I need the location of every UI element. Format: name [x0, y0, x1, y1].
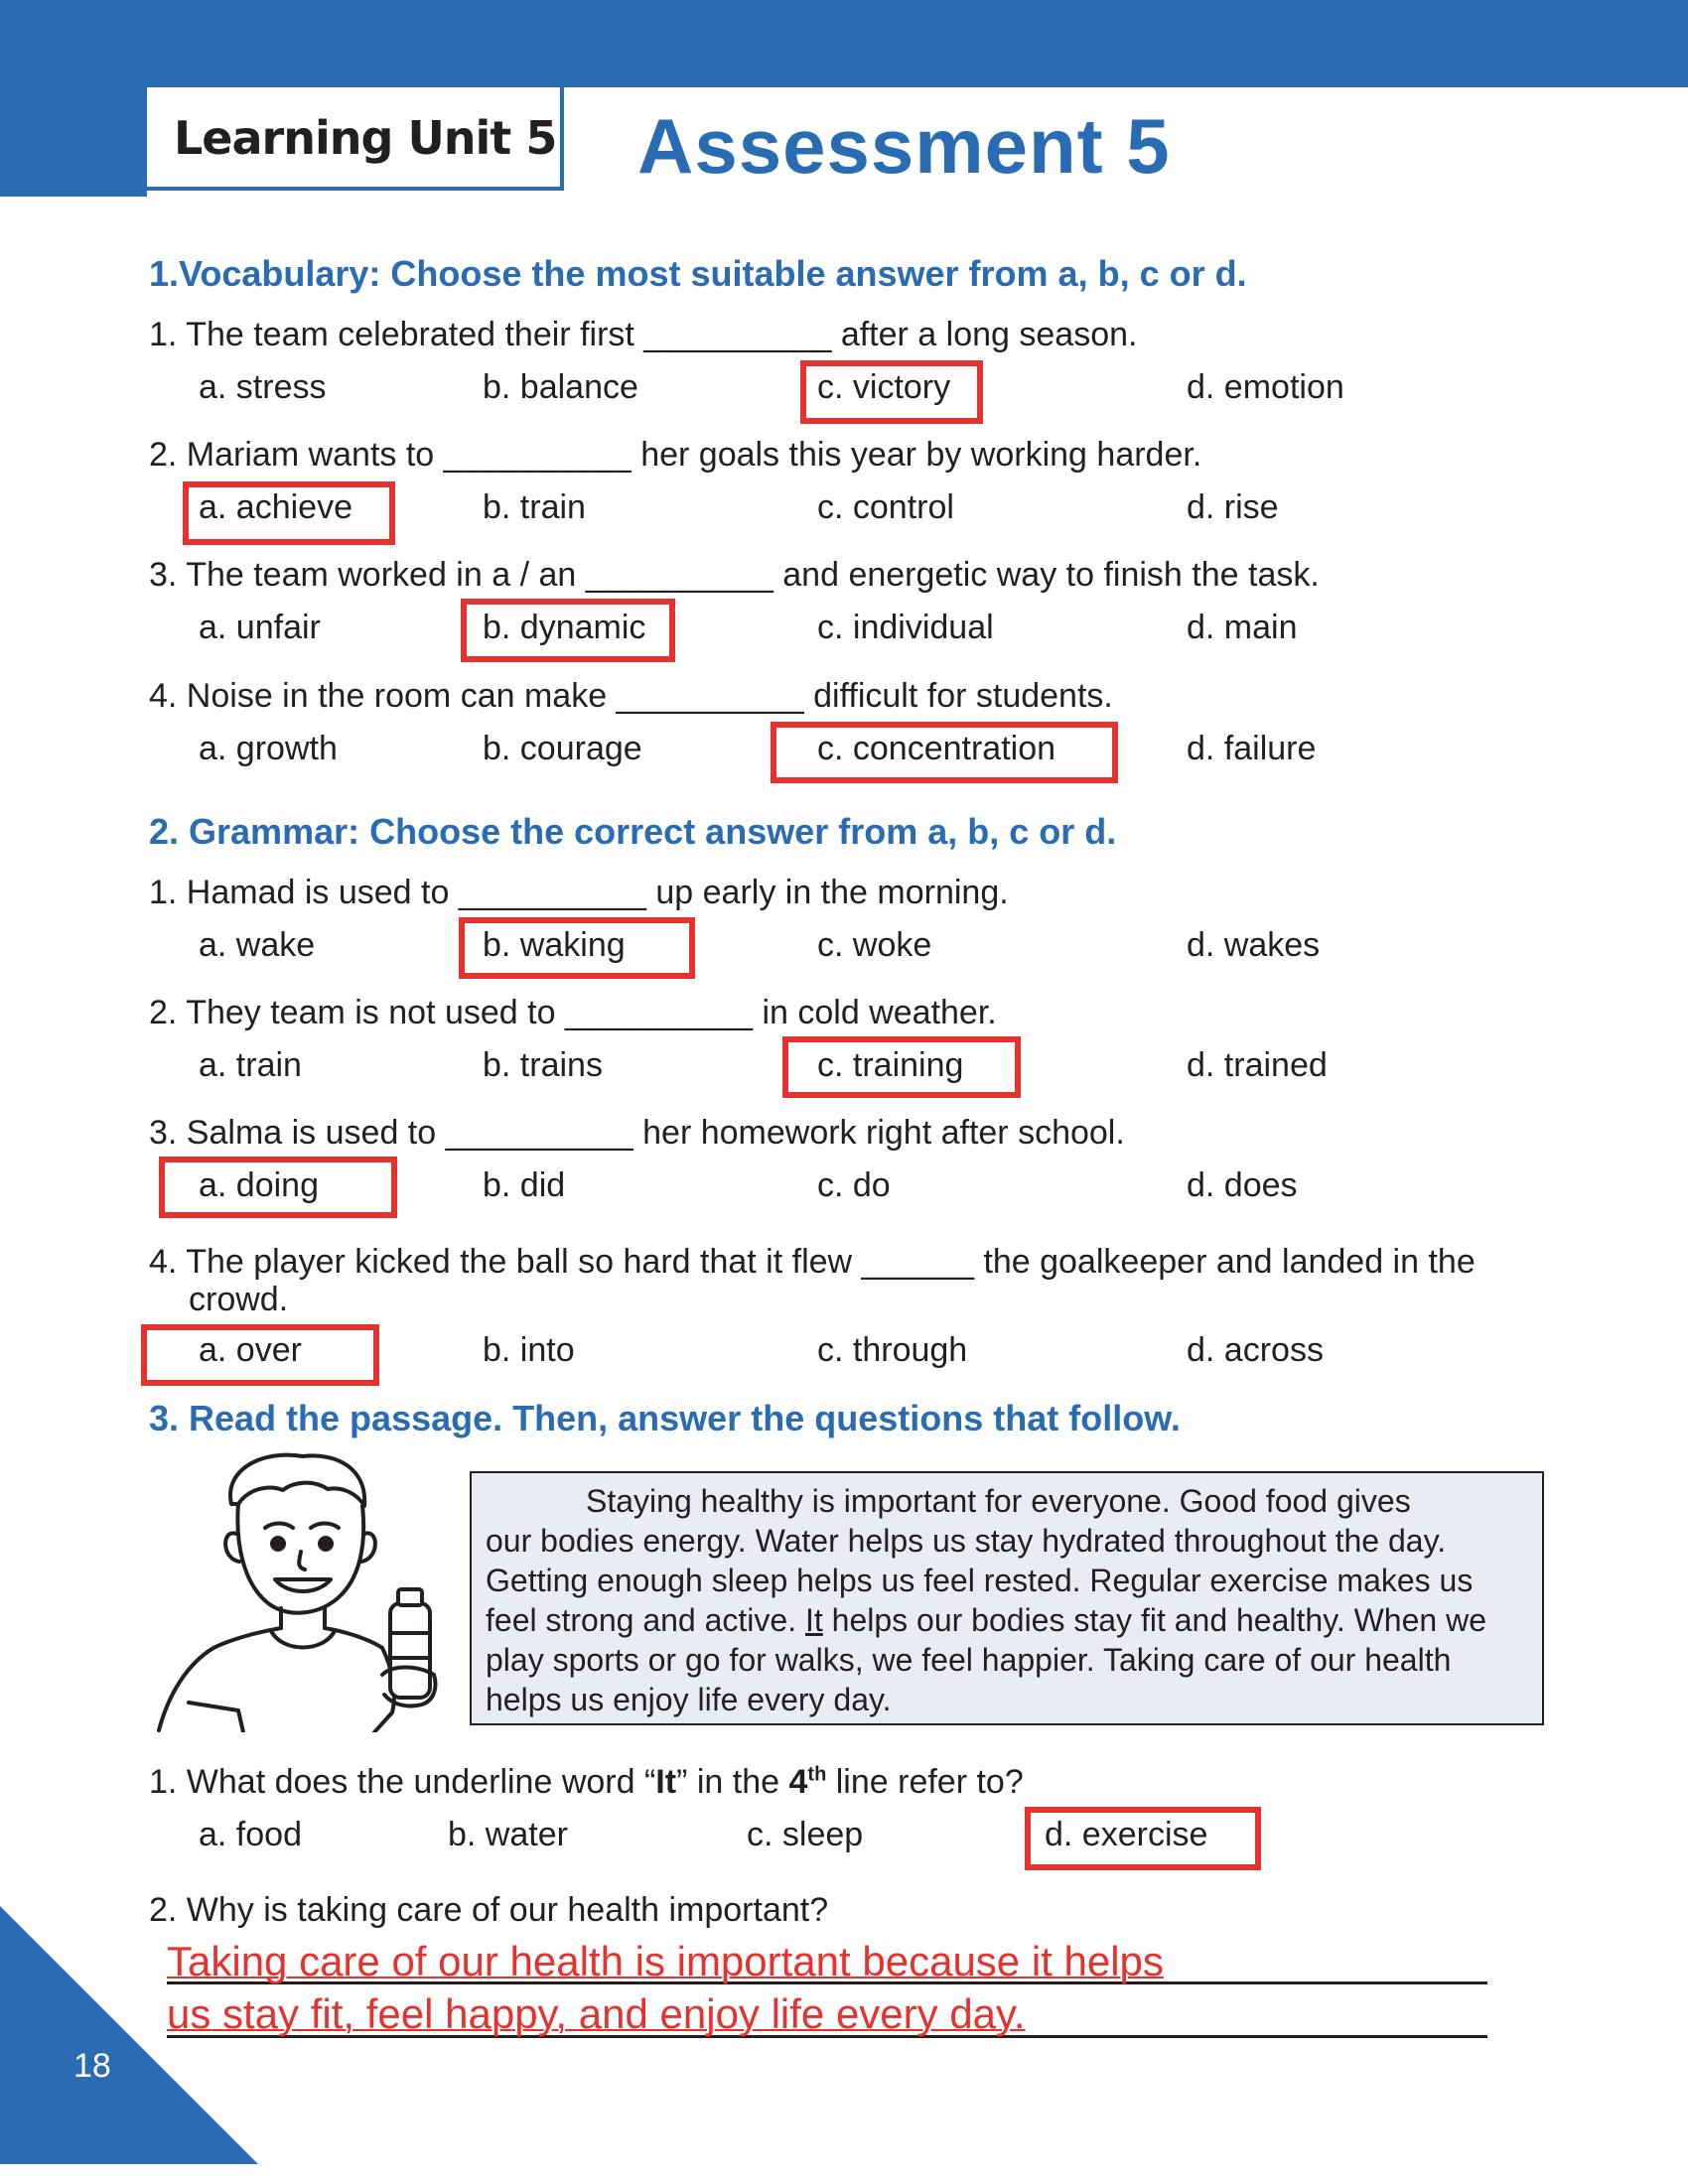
grammar-question-1: 1. Hamad is used to __________ up early in the morning. [149, 874, 1009, 911]
vocab-q2-option-b[interactable]: b. train [483, 488, 586, 526]
vocab-q1-option-b[interactable]: b. balance [483, 368, 638, 406]
rq1-superscript: th [807, 1763, 827, 1786]
passage-line-3: Getting enough sleep helps us feel rested. Regular exercise makes us [486, 1563, 1474, 1598]
vocab-q1-option-d[interactable]: d. emotion [1187, 368, 1344, 406]
underlined-word: It [804, 1602, 823, 1638]
rq1-prefix: 1. What does the underline word “ [149, 1763, 656, 1801]
vocab-q3-answer-highlight [461, 599, 675, 662]
vocab-q4-option-c[interactable]: c. concentration [817, 730, 1056, 767]
vocab-q4-option-a[interactable]: a. growth [199, 730, 338, 767]
header-side-band [0, 87, 147, 197]
unit-label: Learning Unit 5 [174, 111, 557, 165]
grammar-q3-option-d[interactable]: d. does [1187, 1166, 1298, 1204]
grammar-heading: 2. Grammar: Choose the correct answer from a, b, c or d. [149, 811, 1117, 852]
vocab-question-2: 2. Mariam wants to __________ her goals this year by working harder. [149, 436, 1202, 474]
grammar-q4-option-b[interactable]: b. into [483, 1331, 575, 1369]
rq1-bold-word: It [655, 1763, 677, 1801]
grammar-q4-option-a[interactable]: a. over [199, 1331, 302, 1369]
boy-with-water-bottle-illustration [144, 1444, 452, 1732]
rq1-suffix: line refer to? [835, 1763, 1024, 1801]
reading-q1-option-c[interactable]: c. sleep [747, 1816, 864, 1853]
rq1-line-number: 4 [788, 1763, 808, 1801]
reading-question-1 [149, 1763, 1024, 1802]
reading-heading: 3. Read the passage. Then, answer the questions that follow. [149, 1398, 1181, 1438]
page-corner-triangle [0, 1906, 258, 2164]
passage-line-4-prefix: feel strong and active. [486, 1602, 797, 1638]
answer-text-line-2[interactable]: us stay fit, feel happy, and enjoy life every day. [167, 1990, 1026, 2037]
grammar-q3-option-a[interactable]: a. doing [199, 1166, 319, 1204]
grammar-q4-option-c[interactable]: c. through [817, 1331, 968, 1369]
grammar-q2-option-b[interactable]: b. trains [483, 1046, 603, 1084]
grammar-q1-option-b[interactable]: b. waking [483, 926, 626, 964]
vocab-q1-option-c[interactable]: c. victory [817, 368, 951, 406]
passage-line-4 [486, 1602, 1486, 1639]
vocab-q3-option-d[interactable]: d. main [1187, 609, 1298, 646]
grammar-q1-option-d[interactable]: d. wakes [1187, 926, 1321, 964]
grammar-question-2: 2. They team is not used to __________ in cold weather. [149, 994, 997, 1031]
grammar-q2-option-d[interactable]: d. trained [1187, 1046, 1328, 1084]
reading-q1-option-a[interactable]: a. food [199, 1816, 302, 1853]
vocab-question-1: 1. The team celebrated their first __________ after a long season. [149, 316, 1138, 353]
grammar-q4-option-d[interactable]: d. across [1187, 1331, 1324, 1369]
vocab-question-4: 4. Noise in the room can make __________ difficult for students. [149, 677, 1113, 715]
reading-q1-option-d[interactable]: d. exercise [1045, 1816, 1208, 1853]
vocab-q2-answer-highlight [183, 481, 395, 545]
vocab-q3-option-c[interactable]: c. individual [817, 609, 994, 646]
vocab-q4-option-d[interactable]: d. failure [1187, 730, 1317, 767]
grammar-q3-option-c[interactable]: c. do [817, 1166, 891, 1204]
reading-question-2: 2. Why is taking care of our health important? [149, 1891, 829, 1929]
reading-q1-option-b[interactable]: b. water [448, 1816, 568, 1853]
grammar-q3-answer-highlight [159, 1157, 397, 1218]
grammar-q3-option-b[interactable]: b. did [483, 1166, 566, 1204]
grammar-q1-option-a[interactable]: a. wake [199, 926, 316, 964]
grammar-q1-option-c[interactable]: c. woke [817, 926, 932, 964]
vocab-q2-option-c[interactable]: c. control [817, 488, 954, 526]
grammar-q1-answer-highlight [459, 917, 695, 979]
vocab-q1-option-a[interactable]: a. stress [199, 368, 327, 406]
vocab-q3-option-b[interactable]: b. dynamic [483, 609, 646, 646]
vocabulary-heading: 1.Vocabulary: Choose the most suitable answer from a, b, c or d. [149, 253, 1247, 294]
reading-q1-answer-highlight [1025, 1807, 1261, 1870]
vocab-question-3: 3. The team worked in a / an __________ and energetic way to finish the task. [149, 556, 1320, 594]
vocab-q3-option-a[interactable]: a. unfair [199, 609, 321, 646]
header-band [0, 0, 1688, 87]
vocab-q2-option-d[interactable]: d. rise [1187, 488, 1279, 526]
grammar-question-4-line2: crowd. [189, 1281, 289, 1318]
vocab-q2-option-a[interactable]: a. achieve [199, 488, 352, 526]
passage-line-6: helps us enjoy life every day. [486, 1682, 892, 1717]
rq1-middle: ” in the [676, 1763, 780, 1801]
grammar-question-4-line1: 4. The player kicked the ball so hard that it flew ______ the goalkeeper and landed in the [149, 1243, 1476, 1281]
passage-line-2: our bodies energy. Water helps us stay hydrated throughout the day. [486, 1523, 1447, 1559]
grammar-q2-answer-highlight [782, 1036, 1021, 1098]
grammar-q4-answer-highlight [141, 1324, 379, 1386]
grammar-q2-option-a[interactable]: a. train [199, 1046, 302, 1084]
vocab-q4-option-b[interactable]: b. courage [483, 730, 642, 767]
page-number: 18 [73, 2047, 111, 2085]
grammar-q2-option-c[interactable]: c. training [817, 1046, 964, 1084]
passage-line-4-rest: helps our bodies stay fit and healthy. When we [831, 1602, 1486, 1638]
passage-line-5: play sports or go for walks, we feel happier. Taking care of our health [486, 1642, 1452, 1678]
page-title: Assessment 5 [637, 102, 1171, 190]
answer-text-line-1[interactable]: Taking care of our health is important because it helps [167, 1938, 1164, 1984]
grammar-question-3: 3. Salma is used to __________ her homework right after school. [149, 1114, 1125, 1152]
passage-line-1: Staying healthy is important for everyone. Good food gives [586, 1483, 1411, 1519]
vocab-q4-answer-highlight [771, 722, 1118, 783]
vocab-q1-answer-highlight [800, 360, 983, 424]
